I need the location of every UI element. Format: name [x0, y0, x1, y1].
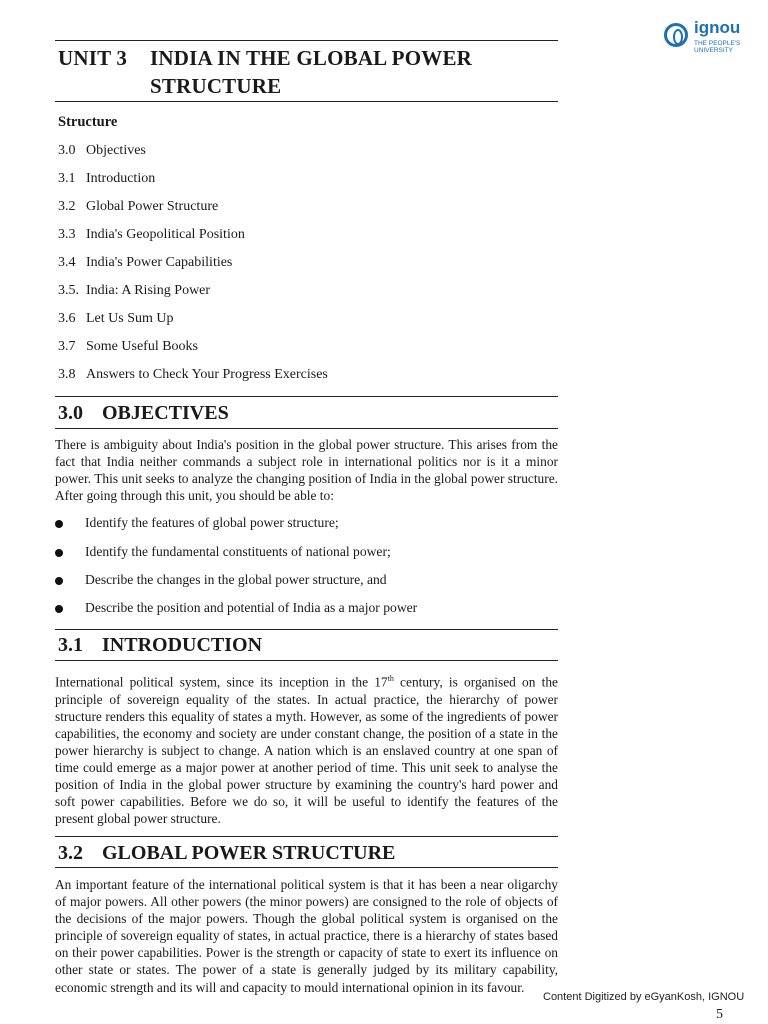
divider	[55, 428, 558, 429]
logo-tagline: THE PEOPLE'S UNIVERSITY	[694, 40, 741, 54]
introduction-paragraph: International political system, since its inception in the 17th century, is organised on the principle of sovereign equality of the states. In actual practice, the hierarchy of power structure renders this equality of states a myth. However, as some of the ingredients of power capabilities, the economy and society are under constant change, the position of a state in the power hierarchy is subject to change. A nation which is an enslaved country at one span of time could emerge as a major power at another period of time. This unit seek to analyse the position of India in the global power structure by examining the country's hard power and soft power capabilities. Before we do so, it will be useful to identify the features of the present global power structure.	[55, 674, 558, 827]
bullet-icon	[55, 605, 63, 613]
divider	[55, 629, 558, 630]
unit-title: INDIA IN THE GLOBAL POWER STRUCTURE	[150, 46, 473, 98]
bullet-icon	[55, 520, 63, 528]
structure-heading: Structure	[58, 114, 118, 130]
divider	[55, 396, 558, 397]
objectives-paragraph: There is ambiguity about India's position in the global power structure. This arises from the fact that India neither commands a subject role in international politics nor is it a minor power. This unit seeks to analyze the changing position of India in the global power structure. After going through this unit, you should be able to:	[55, 437, 558, 504]
divider	[55, 836, 558, 837]
list-item: Identify the features of global power structure;	[55, 515, 555, 533]
divider	[55, 660, 558, 661]
bullet-icon	[55, 577, 63, 585]
divider	[55, 101, 558, 102]
logo-wordmark: ignou	[694, 18, 741, 37]
global-power-paragraph: An important feature of the international political system is that it has been a near oligarchy of major powers. All other powers (the minor powers) are consigned to the role of objects of the decisions of the major powers. Though the global political system is organised on the principle of sovereign equality of states, in actual practice, there is a hierarchy of states based on their power capabilities. Power is the strength or capacity of state to exert its influence on other state or states. The power of a state is generally judged by its military capability, economic strength and its will and capacity to mould international opinion in its favour.	[55, 877, 558, 995]
bullet-icon	[55, 549, 63, 557]
page-number: 5	[716, 1007, 723, 1022]
ignou-logo	[664, 20, 764, 60]
divider	[55, 40, 558, 41]
ignou-emblem-icon	[664, 23, 688, 47]
digitization-credit: Content Digitized by eGyanKosh, IGNOU	[543, 991, 745, 1003]
list-item: Identify the fundamental constituents of national power;	[55, 544, 555, 562]
divider	[55, 867, 558, 868]
list-item: Describe the changes in the global power structure, and	[55, 572, 555, 590]
unit-number: UNIT 3	[58, 46, 128, 70]
list-item: Describe the position and potential of India as a major power	[55, 600, 555, 618]
